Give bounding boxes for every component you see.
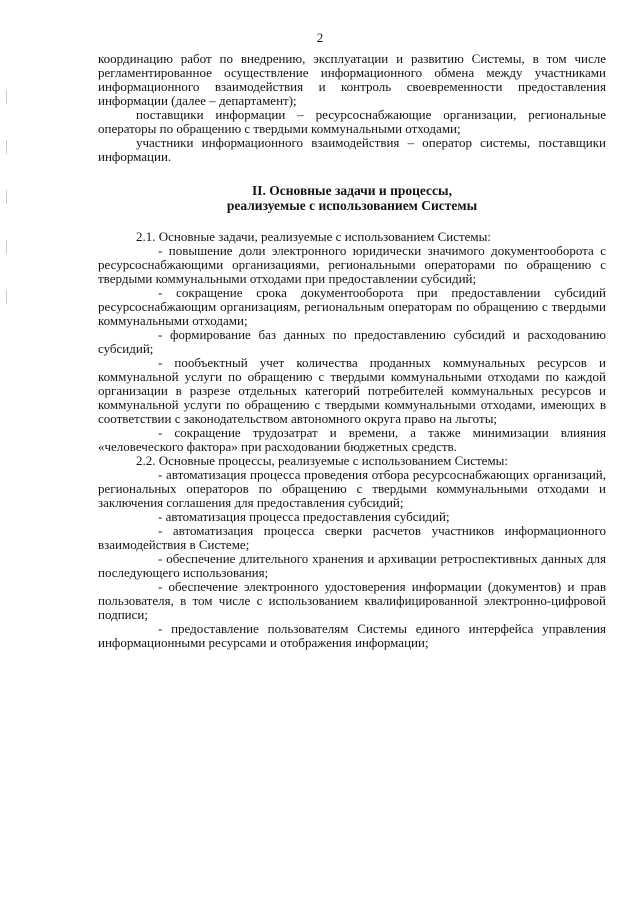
document-body <box>98 52 606 650</box>
processes-heading: 2.2. Основные процессы, реализуемые с использованием Системы: <box>136 453 509 468</box>
intro-paragraph: координацию работ по внедрению, эксплуатации и развитию Системы, в том числе регламентированное осуществление информационного обмена между участниками информационного взаимодействия и контроль своевременности предоставления информации (далее – департамент); <box>98 51 606 108</box>
page-number: 2 <box>316 30 324 45</box>
process-item: - автоматизация процесса сверки расчетов участников информационного взаимодействия в Системе; <box>98 523 606 552</box>
process-item: - предоставление пользователям Системы единого интерфейса управления информационными ресурсами и отображения информации; <box>98 621 606 650</box>
task-item: - повышение доли электронного юридически значимого документооборота с ресурсоснабжающими организациями, региональными операторами по обращению с твердыми коммунальными отходами при предоставлении субсидий; <box>98 243 606 286</box>
process-item: - обеспечение длительного хранения и архивации ретроспективных данных для последующего использования; <box>98 551 606 580</box>
section-title <box>98 183 606 213</box>
intro-paragraph: участники информационного взаимодействия – оператор системы, поставщики информации. <box>98 135 606 164</box>
intro-paragraph: поставщики информации – ресурсоснабжающие организации, региональные операторы по обращению с твердыми коммунальными отходами; <box>98 107 606 136</box>
task-item: - сокращение срока документооборота при предоставлении субсидий ресурсоснабжающим организациям, региональным операторам по обращению с твердыми коммунальными отходами; <box>98 285 606 328</box>
task-item: - пообъектный учет количества проданных коммунальных ресурсов и коммунальной услуги по обращению с твердыми коммунальными отходами по каждой организации в разрезе отдельных категорий потребителей коммунальных ресурсов и коммунальной услуги по обращению с твердыми коммунальными отходами, имеющих в соответствии с законодательством автономного округа право на льготы; <box>98 355 606 426</box>
section-title-line: реализуемые с использованием Системы <box>226 198 478 213</box>
task-item: - сокращение трудозатрат и времени, а также минимизации влияния «человеческого фактора» при расходовании бюджетных средств. <box>98 425 606 454</box>
section-title-line: II. Основные задачи и процессы, <box>252 183 452 198</box>
process-item: - автоматизация процесса предоставления субсидий; <box>158 509 450 524</box>
process-item: - обеспечение электронного удостоверения информации (документов) и прав пользователя, в том числе с использованием квалифицированной электронно-цифровой подписи; <box>98 579 606 622</box>
tasks-heading: 2.1. Основные задачи, реализуемые с использованием Системы: <box>136 229 492 244</box>
process-item: - автоматизация процесса проведения отбора ресурсоснабжающих организаций, региональных операторов по обращению с твердыми коммунальными отходами и заключения соглашения для предоставления субсидий; <box>98 467 606 510</box>
task-item: - формирование баз данных по предоставлению субсидий и расходованию субсидий; <box>98 327 606 356</box>
